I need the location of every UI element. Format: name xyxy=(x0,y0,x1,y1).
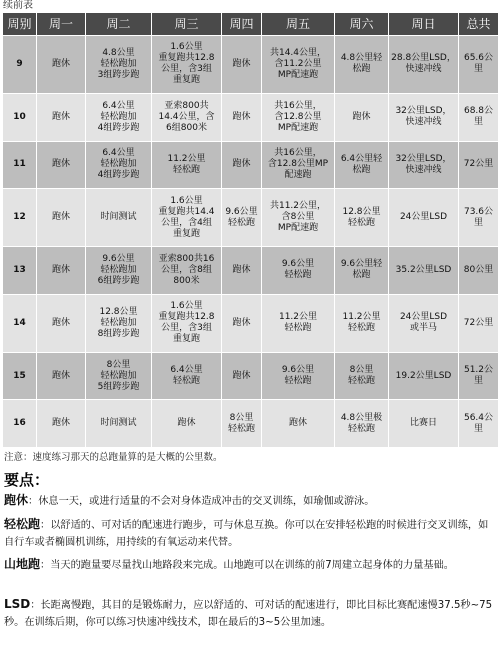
header-saturday: 周六 xyxy=(335,13,389,36)
cell-thursday: 跑休 xyxy=(222,36,262,94)
cell-monday: 跑休 xyxy=(37,247,86,295)
cell-thursday: 跑休 xyxy=(222,93,262,141)
cell-week: 11 xyxy=(3,141,37,189)
cell-tuesday: 8公里 轻松跑加 5组跨步跑 xyxy=(86,352,152,400)
table-row xyxy=(3,294,499,352)
tip-term: LSD xyxy=(4,597,31,611)
cell-wednesday: 6.4公里 轻松跑 xyxy=(152,352,222,400)
cell-wednesday: 11.2公里 轻松跑 xyxy=(152,141,222,189)
header-total: 总共 xyxy=(459,13,499,36)
cell-sunday: 32公里LSD， 快速冲线 xyxy=(389,141,459,189)
tip-term: 跑休 xyxy=(4,493,29,507)
cell-tuesday: 9.6公里 轻松跑加 6组跨步跑 xyxy=(86,247,152,295)
cell-thursday: 跑休 xyxy=(222,352,262,400)
table-row xyxy=(3,36,499,94)
header-thursday: 周四 xyxy=(222,13,262,36)
cell-thursday: 跑休 xyxy=(222,294,262,352)
cell-tuesday: 时间测试 xyxy=(86,189,152,247)
tip-lsd xyxy=(4,596,494,631)
cell-saturday: 6.4公里轻 松跑 xyxy=(335,141,389,189)
tip-text: ：以舒适的、可对话的配速进行跑步，可与休息互换。你可以在安排轻松跑的时候进行交叉训练，如自行车或者椭圆机训练，用持续的有氧运动来代替。 xyxy=(4,520,489,548)
continued-label: 续前表 xyxy=(3,0,33,11)
cell-wednesday: 1.6公里 重复跑共12.8 公里，含3组 重复跑 xyxy=(152,294,222,352)
cell-week: 13 xyxy=(3,247,37,295)
cell-total: 51.2公里 xyxy=(459,352,499,400)
cell-sunday: 24公里LSD xyxy=(389,189,459,247)
tip-text: ：长距离慢跑，其目的是锻炼耐力，应以舒适的、可对话的配速进行，即比目标比赛配速慢37.5秒~75秒。在训练后期，你可以练习快速冲线技术，即在最后的3~5公里加速。 xyxy=(4,600,493,628)
table-row xyxy=(3,247,499,295)
cell-week: 14 xyxy=(3,294,37,352)
table-header-row xyxy=(3,13,499,36)
cell-saturday: 12.8公里 轻松跑 xyxy=(335,189,389,247)
tip-term: 轻松跑 xyxy=(4,517,41,531)
header-wednesday: 周三 xyxy=(152,13,222,36)
cell-wednesday: 跑休 xyxy=(152,400,222,448)
cell-sunday: 比赛日 xyxy=(389,400,459,448)
cell-monday: 跑休 xyxy=(37,294,86,352)
cell-thursday: 跑休 xyxy=(222,247,262,295)
cell-sunday: 28.8公里LSD， 快速冲线 xyxy=(389,36,459,94)
cell-wednesday: 亚索800共 14.4公里，含 6组800米 xyxy=(152,93,222,141)
cell-friday: 跑休 xyxy=(262,400,335,448)
header-week: 周别 xyxy=(3,13,37,36)
cell-week: 9 xyxy=(3,36,37,94)
table-row xyxy=(3,93,499,141)
cell-wednesday: 1.6公里 重复跑共12.8 公里，含3组 重复跑 xyxy=(152,36,222,94)
cell-saturday: 跑休 xyxy=(335,93,389,141)
cell-sunday: 32公里LSD， 快速冲线 xyxy=(389,93,459,141)
cell-saturday: 4.8公里轻 松跑 xyxy=(335,36,389,94)
cell-friday: 共16公里， 含12.8公里 MP配速跑 xyxy=(262,93,335,141)
table-row xyxy=(3,141,499,189)
cell-friday: 9.6公里 轻松跑 xyxy=(262,247,335,295)
cell-monday: 跑休 xyxy=(37,400,86,448)
cell-week: 12 xyxy=(3,189,37,247)
cell-week: 10 xyxy=(3,93,37,141)
cell-friday: 9.6公里 轻松跑 xyxy=(262,352,335,400)
cell-saturday: 8公里 轻松跑 xyxy=(335,352,389,400)
header-sunday: 周日 xyxy=(389,13,459,36)
cell-total: 72公里 xyxy=(459,294,499,352)
cell-monday: 跑休 xyxy=(37,36,86,94)
cell-saturday: 11.2公里 轻松跑 xyxy=(335,294,389,352)
cell-wednesday: 亚索800共16 公里，含8组 800米 xyxy=(152,247,222,295)
cell-saturday: 9.6公里轻 松跑 xyxy=(335,247,389,295)
tip-hill-run xyxy=(4,556,494,574)
cell-total: 65.6公里 xyxy=(459,36,499,94)
cell-wednesday: 1.6公里 重复跑共14.4 公里，含4组 重复跑 xyxy=(152,189,222,247)
cell-friday: 共11.2公里， 含8公里 MP配速跑 xyxy=(262,189,335,247)
cell-total: 56.4公里 xyxy=(459,400,499,448)
cell-total: 72公里 xyxy=(459,141,499,189)
cell-total: 73.6公里 xyxy=(459,189,499,247)
tip-term: 山地跑 xyxy=(4,557,41,571)
header-tuesday: 周二 xyxy=(86,13,152,36)
cell-monday: 跑休 xyxy=(37,93,86,141)
cell-thursday: 9.6公里 轻松跑 xyxy=(222,189,262,247)
training-schedule-table xyxy=(2,12,499,448)
cell-monday: 跑休 xyxy=(37,352,86,400)
cell-tuesday: 6.4公里 轻松跑加 4组跨步跑 xyxy=(86,141,152,189)
cell-monday: 跑休 xyxy=(37,141,86,189)
cell-total: 68.8公里 xyxy=(459,93,499,141)
tip-rest xyxy=(4,492,494,510)
table-note: 注意：速度练习那天的总跑量算的是大概的公里数。 xyxy=(4,452,223,463)
cell-monday: 跑休 xyxy=(37,189,86,247)
header-friday: 周五 xyxy=(262,13,335,36)
table-row xyxy=(3,189,499,247)
cell-sunday: 24公里LSD 或半马 xyxy=(389,294,459,352)
cell-week: 16 xyxy=(3,400,37,448)
cell-tuesday: 4.8公里 轻松跑加 3组跨步跑 xyxy=(86,36,152,94)
cell-sunday: 35.2公里LSD xyxy=(389,247,459,295)
cell-saturday: 4.8公里极 轻松跑 xyxy=(335,400,389,448)
tip-text: ：休息一天，或进行适量的不会对身体造成冲击的交叉训练，如瑜伽或游泳。 xyxy=(28,496,375,507)
cell-tuesday: 12.8公里 轻松跑加 8组跨步跑 xyxy=(86,294,152,352)
key-points-title: 要点： xyxy=(4,471,50,489)
table-row xyxy=(3,352,499,400)
cell-thursday: 8公里 轻松跑 xyxy=(222,400,262,448)
cell-friday: 共16公里， 含12.8公里MP 配速跑 xyxy=(262,141,335,189)
cell-friday: 11.2公里 轻松跑 xyxy=(262,294,335,352)
cell-tuesday: 6.4公里 轻松跑加 4组跨步跑 xyxy=(86,93,152,141)
header-monday: 周一 xyxy=(37,13,86,36)
cell-thursday: 跑休 xyxy=(222,141,262,189)
cell-sunday: 19.2公里LSD xyxy=(389,352,459,400)
tip-easy-run xyxy=(4,516,494,551)
cell-week: 15 xyxy=(3,352,37,400)
cell-tuesday: 时间测试 xyxy=(86,400,152,448)
table-row xyxy=(3,400,499,448)
cell-friday: 共14.4公里， 含11.2公里 MP配速跑 xyxy=(262,36,335,94)
tip-text: ：当天的跑量要尽量找山地路段来完成。山地跑可以在训练的前7周建立起身体的力量基础。 xyxy=(40,560,454,571)
cell-total: 80公里 xyxy=(459,247,499,295)
